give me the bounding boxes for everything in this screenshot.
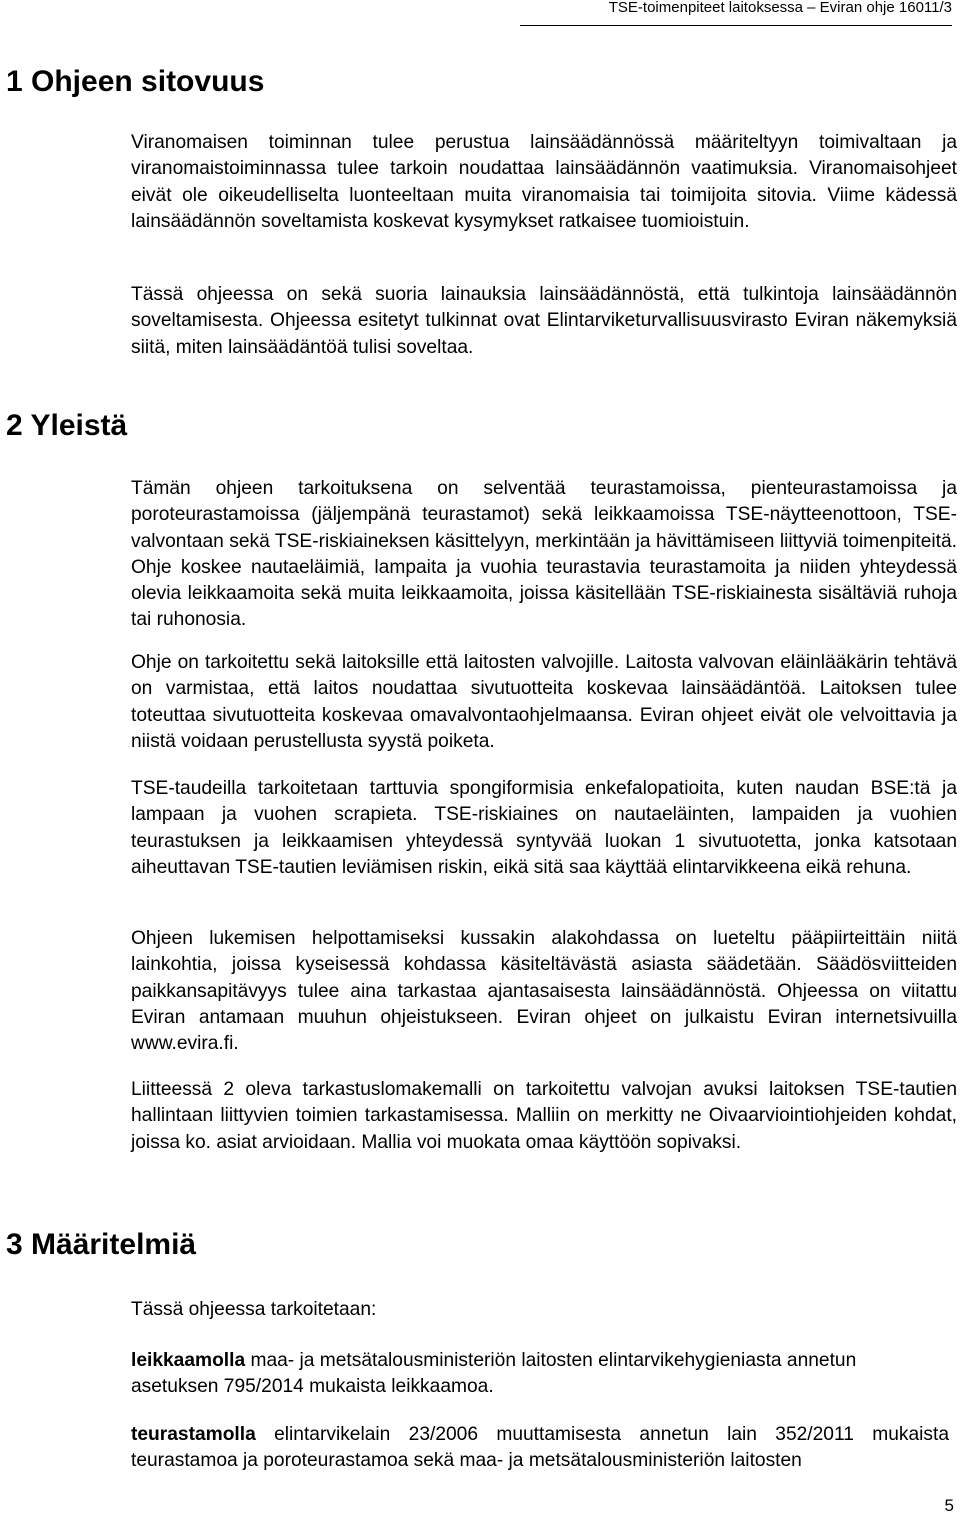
running-header: TSE-toimenpiteet laitoksessa – Eviran ohje 16011/3 (608, 0, 952, 16)
section-heading-2: 2 Yleistä (6, 409, 128, 442)
section-heading-3: 3 Määritelmiä (6, 1228, 197, 1261)
paragraph-2-5: Liitteessä 2 oleva tarkastuslomakemalli on tarkoitettu valvojan avuksi laitoksen TSE-tautien hallintaan liittyvien toimien tarkastamisessa. Malliin on merkitty ne Oivaarviointiohjeiden kohdat, joissa ko. asiat arvioidaan. Mallia voi muokata omaa käyttöön sopivaksi. (131, 1079, 957, 1153)
paragraph-1-2: Tässä ohjeessa on sekä suoria lainauksia lainsäädännöstä, että tulkintoja lainsäädännön soveltamisesta. Ohjeessa esitetyt tulkinnat ovat Elintarviketurvallisuusvirasto Eviran näkemyksiä siitä, miten lainsäädäntöä tulisi soveltaa. (131, 284, 957, 358)
definition-term: leikkaamolla (131, 1350, 246, 1371)
definitions-intro: Tässä ohjeessa tarkoitetaan: (131, 1299, 377, 1320)
paragraph-2-4: Ohjeen lukemisen helpottamiseksi kussakin alakohdassa on lueteltu pääpiirteittäin niitä lainkohtia, joissa kyseisessä kohdassa käsiteltävästä asiasta säädetään. Säädösviitteiden paikkansapitävyys tulee aina tarkastaa ajantasaisesta lainsäädännöstä. Ohjeessa on viitattu Eviran antamaan muuhun ohjeistukseen. Eviran ohjeet on julkaistu Eviran internetsivuilla www.evira.fi. (131, 928, 957, 1055)
paragraph-2-1: Tämän ohjeen tarkoituksena on selventää teurastamoissa, pienteurastamoissa ja poroteurastamoissa (jäljempänä teurastamot) sekä leikkaamoissa TSE-näytteenottoon, TSE-valvontaan sekä TSE-riskiaineksen käsittelyyn, merkintään ja hävittämiseen liittyviä toimenpiteitä. Ohje koskee nautaeläimiä, lampaita ja vuohia teurastavia teurastamoita ja niiden yhteydessä olevia leikkaamoita sekä muita leikkaamoita, joissa käsitellään TSE-riskiainesta sisältäviä ruhoja tai ruhonosia. (131, 478, 957, 631)
header-rule (520, 25, 952, 26)
definition-teurastamo (131, 1422, 949, 1475)
paragraph-2-2: Ohje on tarkoitettu sekä laitoksille että laitosten valvojille. Laitosta valvovan eläinlääkärin tehtävä on varmistaa, että laitos noudattaa sivutuotteita koskevaa lainsäädäntöä. Laitoksen tulee toteuttaa sivutuotteita koskevaa omavalvontaohjelmaansa. Eviran ohjeet eivät ole velvoittavia ja niistä voidaan perustellusta syystä poiketa. (131, 652, 957, 752)
paragraph-1-1: Viranomaisen toiminnan tulee perustua lainsäädännössä määriteltyyn toimivaltaan ja viranomaistoiminnassa tulee tarkoin noudattaa lainsäädännön vaatimuksia. Viranomaisohjeet eivät ole oikeudelliselta luonteeltaan muita viranomaisia tai toimijoita sitovia. Viime kädessä lainsäädännön soveltamista koskevat kysymykset ratkaisee tuomioistuin. (131, 132, 957, 232)
definition-text: maa- ja metsätalousministeriön laitosten elintarvikehygieniasta annetun asetuksen 795/2014 mukaista leikkaamoa. (131, 1350, 857, 1398)
page-number: 5 (944, 1496, 954, 1515)
definition-term: teurastamolla (131, 1424, 256, 1445)
paragraph-2-3: TSE-taudeilla tarkoitetaan tarttuvia spongiformisia enkefalopatioita, kuten naudan BSE:tä ja lampaan ja vuohen scrapieta. TSE-riskiaines on nautaeläinten, lampaiden ja vuohien teurastuksen ja leikkaamisen yhteydessä syntyvää luokan 1 sivutuotetta, jonka katsotaan aiheuttavan TSE-tautien leviämisen riskin, eikä sitä saa käyttää elintarvikkeena eikä rehuna. (131, 778, 957, 878)
section-heading-1: 1 Ohjeen sitovuus (6, 65, 265, 98)
definition-leikkaamo (131, 1348, 931, 1401)
definition-text: elintarvikelain 23/2006 muuttamisesta annetun lain 352/2011 mukaista teurastamoa ja poroteurastamoa sekä maa- ja metsätalousministeriön laitosten (131, 1424, 949, 1472)
